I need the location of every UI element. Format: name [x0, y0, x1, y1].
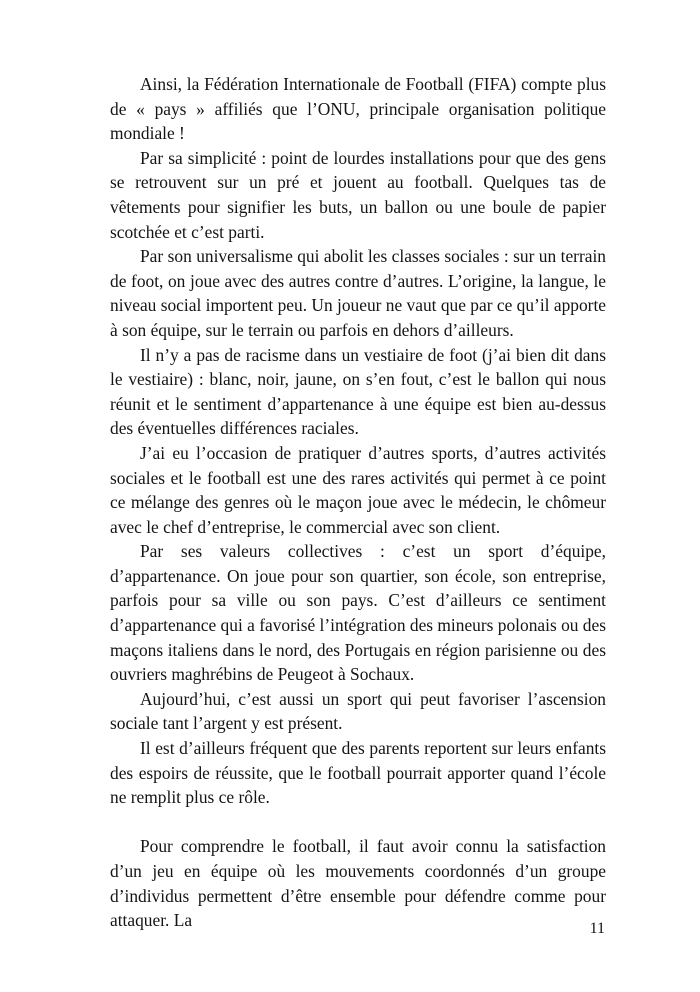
- paragraph-fifa: Ainsi, la Fédération Internationale de Football (FIFA) compte plus de « pays » affiliés que l’ONU, principale organisation politique mondiale !: [110, 74, 606, 144]
- paragraph-racisme: Il n’y a pas de racisme dans un vestiaire de foot (j’ai bien dit dans le vestiaire) : blanc, noir, jaune, on s’en fout, c’est le ballon qui nous réunit et le sentiment d’appartenance à une équipe est bien au-dessus des éventuelles différences raciales.: [110, 344, 606, 439]
- paragraph-parents: Il est d’ailleurs fréquent que des parents reportent sur leurs enfants des espoirs de réussite, que le football pourrait apporter quand l’école ne remplit plus ce rôle.: [110, 738, 606, 808]
- body-text: [110, 72, 606, 933]
- paragraph-ascension-sociale: Aujourd’hui, c’est aussi un sport qui peut favoriser l’ascension sociale tant l’argent y est présent.: [110, 688, 606, 734]
- page-number: 11: [589, 920, 605, 937]
- paragraph-simplicite: Par sa simplicité : point de lourdes installations pour que des gens se retrouvent sur un pré et jouent au football. Quelques tas de vêtements pour signifier les buts, un ballon ou une boule de papier scotchée et c’est parti.: [110, 147, 606, 242]
- paragraph-valeurs-collectives: Par ses valeurs collectives : c’est un sport d’équipe, d’appartenance. On joue pour son quartier, son école, son entreprise, parfois pour sa ville ou son pays. C’est d’ailleurs ce sentiment d’appartenance qui a favorisé l’intégration des mineurs polonais ou des maçons italiens dans le nord, des Portugais en région parisienne ou des ouvriers maghrébins de Peugeot à Sochaux.: [110, 541, 606, 685]
- paragraph-universalisme: Par son universalisme qui abolit les classes sociales : sur un terrain de foot, on joue avec des autres contre d’autres. L’origine, la langue, le niveau social importent peu. Un joueur ne vaut que par ce qu’il apporte à son équipe, sur le terrain ou parfois en dehors d’ailleurs.: [110, 246, 606, 340]
- paragraph-autres-sports: J’ai eu l’occasion de pratiquer d’autres sports, d’autres activités sociales et le football est une des rares activités qui permet à ce point ce mélange des genres où le maçon joue avec le médecin, le chômeur avec le chef d’entreprise, le commercial avec son client.: [110, 442, 606, 537]
- paragraph-gap: [110, 810, 606, 835]
- paragraph-comprendre: Pour comprendre le football, il faut avoir connu la satisfaction d’un jeu en équipe où les mouvements coordonnés d’un groupe d’individus permettent d’être ensemble pour défendre comme pour attaquer. La: [110, 836, 606, 931]
